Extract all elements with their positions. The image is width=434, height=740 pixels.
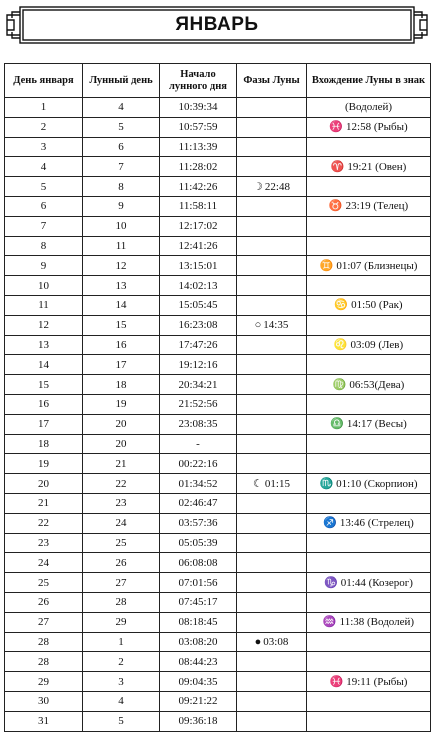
lunar-day-start-cell: 14:02:13: [160, 276, 237, 296]
table-row: [5, 414, 431, 434]
lunar-day-cell: 25: [83, 533, 160, 553]
column-header-day: День января: [5, 64, 83, 98]
lunar-day-start-cell: 11:13:39: [160, 137, 237, 157]
page-title: ЯНВАРЬ: [175, 14, 259, 35]
moon-phase-cell: [237, 672, 307, 692]
lunar-day-cell: 11: [83, 236, 160, 256]
moon-phase-time: 14:35: [263, 319, 289, 332]
lunar-day-cell: 22: [83, 474, 160, 494]
lunar-day-cell: 16: [83, 335, 160, 355]
day-cell: 27: [5, 612, 83, 632]
table-row: [5, 434, 431, 454]
table-row: [5, 98, 431, 118]
zodiac-entry-text: 12:58 (Рыбы): [346, 121, 408, 134]
table-row: [5, 493, 431, 513]
moon-phase-icon: ☾: [253, 477, 263, 490]
table-header-row: [5, 64, 431, 98]
day-cell: 10: [5, 276, 83, 296]
lunar-day-start-cell: 09:04:35: [160, 672, 237, 692]
moon-phase-cell: [237, 553, 307, 573]
lunar-day-cell: 4: [83, 691, 160, 711]
zodiac-entry-cell: [307, 592, 431, 612]
zodiac-sign-icon: ♓: [329, 121, 344, 134]
table-row: [5, 256, 431, 276]
table-row: [5, 216, 431, 236]
zodiac-entry-text: 01:10 (Скорпион): [336, 477, 418, 490]
lunar-day-cell: 13: [83, 276, 160, 296]
day-cell: 29: [5, 672, 83, 692]
zodiac-entry-cell: [307, 474, 431, 494]
table-row: [5, 157, 431, 177]
lunar-day-cell: 9: [83, 196, 160, 216]
table-row: [5, 196, 431, 216]
moon-phase-cell: [237, 177, 307, 197]
day-cell: 1: [5, 98, 83, 118]
day-cell: 21: [5, 493, 83, 513]
lunar-day-cell: 23: [83, 493, 160, 513]
zodiac-entry-cell: [307, 454, 431, 474]
lunar-day-cell: 2: [83, 652, 160, 672]
moon-phase-cell: [237, 592, 307, 612]
moon-phase-cell: [237, 295, 307, 315]
day-cell: 31: [5, 711, 83, 731]
moon-phase-cell: [237, 632, 307, 652]
zodiac-sign-icon: ♒: [322, 616, 337, 629]
table-row: [5, 672, 431, 692]
zodiac-entry-text: 11:38 (Водолей): [339, 616, 415, 629]
day-cell: 13: [5, 335, 83, 355]
lunar-day-cell: 20: [83, 414, 160, 434]
lunar-day-start-cell: 09:21:22: [160, 691, 237, 711]
moon-phase-cell: [237, 711, 307, 731]
zodiac-entry-cell: [307, 612, 431, 632]
lunar-day-cell: 15: [83, 315, 160, 335]
day-cell: 11: [5, 295, 83, 315]
zodiac-sign-icon: ♊: [319, 259, 334, 272]
lunar-day-start-cell: 19:12:16: [160, 355, 237, 375]
lunar-day-cell: 3: [83, 672, 160, 692]
day-cell: 12: [5, 315, 83, 335]
zodiac-entry-cell: [307, 137, 431, 157]
lunar-day-start-cell: -: [160, 434, 237, 454]
moon-phase-cell: [237, 454, 307, 474]
moon-phase-time: 03:08: [263, 635, 289, 648]
lunar-day-start-cell: 20:34:21: [160, 375, 237, 395]
moon-phase-icon: ☽: [253, 180, 263, 193]
table-row: [5, 592, 431, 612]
lunar-calendar-table: [4, 63, 431, 732]
zodiac-entry-text: 03:09 (Лев): [350, 338, 404, 351]
moon-phase-icon: ○: [254, 319, 262, 332]
table-row: [5, 276, 431, 296]
table-row: [5, 454, 431, 474]
table-row: [5, 691, 431, 711]
moon-phase-cell: [237, 691, 307, 711]
zodiac-entry-cell: [307, 295, 431, 315]
day-cell: 4: [5, 157, 83, 177]
day-cell: 8: [5, 236, 83, 256]
lunar-day-cell: 17: [83, 355, 160, 375]
day-cell: 5: [5, 177, 83, 197]
zodiac-entry-cell: [307, 553, 431, 573]
column-header-lunar-day: Лунный день: [83, 64, 160, 98]
zodiac-entry-text: 01:50 (Рак): [351, 299, 403, 312]
moon-phase-cell: [237, 315, 307, 335]
table-row: [5, 394, 431, 414]
day-cell: 28: [5, 652, 83, 672]
lunar-day-start-cell: 12:17:02: [160, 216, 237, 236]
zodiac-entry-cell: [307, 177, 431, 197]
lunar-day-cell: 26: [83, 553, 160, 573]
table-row: [5, 553, 431, 573]
zodiac-entry-cell: [307, 493, 431, 513]
lunar-day-start-cell: 01:34:52: [160, 474, 237, 494]
day-cell: 3: [5, 137, 83, 157]
moon-phase-cell: [237, 394, 307, 414]
moon-phase-icon: ●: [254, 635, 262, 648]
zodiac-entry-text: 13:46 (Стрелец): [339, 517, 414, 530]
lunar-day-start-cell: 02:46:47: [160, 493, 237, 513]
zodiac-sign-icon: ♍: [332, 378, 347, 391]
lunar-day-cell: 19: [83, 394, 160, 414]
lunar-day-cell: 5: [83, 117, 160, 137]
table-row: [5, 652, 431, 672]
moon-phase-cell: [237, 196, 307, 216]
lunar-day-cell: 20: [83, 434, 160, 454]
moon-phase-cell: [237, 236, 307, 256]
table-row: [5, 315, 431, 335]
zodiac-sign-icon: ♐: [323, 517, 337, 530]
zodiac-entry-cell: [307, 98, 431, 118]
day-cell: 14: [5, 355, 83, 375]
lunar-day-cell: 8: [83, 177, 160, 197]
zodiac-entry-cell: [307, 157, 431, 177]
zodiac-sign-icon: ♉: [328, 200, 343, 213]
lunar-day-start-cell: 11:28:02: [160, 157, 237, 177]
moon-phase-cell: [237, 98, 307, 118]
table-row: [5, 711, 431, 731]
lunar-day-start-cell: 03:57:36: [160, 513, 237, 533]
zodiac-entry-cell: [307, 256, 431, 276]
lunar-day-cell: 14: [83, 295, 160, 315]
zodiac-entry-cell: [307, 672, 431, 692]
lunar-day-start-cell: 09:36:18: [160, 711, 237, 731]
lunar-day-cell: 1: [83, 632, 160, 652]
lunar-day-start-cell: 23:08:35: [160, 414, 237, 434]
zodiac-entry-cell: [307, 513, 431, 533]
table-row: [5, 474, 431, 494]
zodiac-entry-text: 01:07 (Близнецы): [336, 259, 418, 272]
lunar-day-start-cell: 05:05:39: [160, 533, 237, 553]
zodiac-entry-text: 01:44 (Козерог): [340, 576, 413, 589]
moon-phase-cell: [237, 256, 307, 276]
zodiac-entry-cell: [307, 117, 431, 137]
day-cell: 24: [5, 553, 83, 573]
moon-phase-cell: [237, 612, 307, 632]
day-cell: 15: [5, 375, 83, 395]
moon-phase-time: 22:48: [264, 180, 290, 193]
moon-phase-cell: [237, 414, 307, 434]
lunar-day-cell: 29: [83, 612, 160, 632]
day-cell: 2: [5, 117, 83, 137]
day-cell: 30: [5, 691, 83, 711]
moon-phase-cell: [237, 573, 307, 593]
zodiac-entry-cell: [307, 355, 431, 375]
moon-phase-cell: [237, 216, 307, 236]
zodiac-entry-cell: [307, 573, 431, 593]
zodiac-entry-cell: [307, 434, 431, 454]
zodiac-sign-icon: ♏: [319, 477, 334, 490]
zodiac-entry-text: 14:17 (Весы): [346, 418, 407, 431]
day-cell: 7: [5, 216, 83, 236]
moon-phase-cell: [237, 355, 307, 375]
zodiac-entry-cell: [307, 414, 431, 434]
lunar-day-start-cell: 06:08:08: [160, 553, 237, 573]
moon-phase-cell: [237, 474, 307, 494]
lunar-day-start-cell: 15:05:45: [160, 295, 237, 315]
day-cell: 9: [5, 256, 83, 276]
zodiac-entry-cell: [307, 691, 431, 711]
zodiac-sign-icon: ♋: [334, 299, 349, 312]
day-cell: 16: [5, 394, 83, 414]
lunar-day-start-cell: 07:01:56: [160, 573, 237, 593]
lunar-day-cell: 21: [83, 454, 160, 474]
moon-phase-cell: [237, 375, 307, 395]
zodiac-sign-icon: ♓: [329, 675, 344, 688]
zodiac-entry-cell: [307, 652, 431, 672]
lunar-day-cell: 10: [83, 216, 160, 236]
moon-phase-time: 01:15: [264, 477, 290, 490]
zodiac-entry-cell: [307, 394, 431, 414]
lunar-day-cell: 27: [83, 573, 160, 593]
day-cell: 22: [5, 513, 83, 533]
column-header-zodiac-entry: Вхождение Луны в знак: [307, 64, 431, 98]
lunar-day-start-cell: 21:52:56: [160, 394, 237, 414]
lunar-day-start-cell: 10:39:34: [160, 98, 237, 118]
table-row: [5, 177, 431, 197]
lunar-day-cell: 12: [83, 256, 160, 276]
day-cell: 19: [5, 454, 83, 474]
day-cell: 18: [5, 434, 83, 454]
title-banner: [4, 4, 430, 46]
day-cell: 25: [5, 573, 83, 593]
lunar-day-cell: 28: [83, 592, 160, 612]
zodiac-entry-cell: [307, 533, 431, 553]
lunar-day-start-cell: 08:44:23: [160, 652, 237, 672]
lunar-day-cell: 4: [83, 98, 160, 118]
moon-phase-cell: [237, 335, 307, 355]
zodiac-entry-cell: [307, 711, 431, 731]
table-row: [5, 335, 431, 355]
lunar-day-cell: 5: [83, 711, 160, 731]
lunar-day-cell: 24: [83, 513, 160, 533]
moon-phase-cell: [237, 276, 307, 296]
table-row: [5, 533, 431, 553]
moon-phase-cell: [237, 533, 307, 553]
lunar-day-start-cell: 00:22:16: [160, 454, 237, 474]
column-header-moon-phases: Фазы Луны: [237, 64, 307, 98]
zodiac-entry-cell: [307, 236, 431, 256]
day-cell: 6: [5, 196, 83, 216]
zodiac-entry-cell: [307, 216, 431, 236]
zodiac-entry-cell: [307, 375, 431, 395]
zodiac-sign-icon: ♑: [324, 576, 338, 589]
lunar-day-start-cell: 11:58:11: [160, 196, 237, 216]
table-row: [5, 295, 431, 315]
lunar-day-start-cell: 11:42:26: [160, 177, 237, 197]
zodiac-entry-cell: [307, 196, 431, 216]
moon-phase-cell: [237, 493, 307, 513]
table-row: [5, 137, 431, 157]
zodiac-entry-cell: [307, 335, 431, 355]
day-cell: 20: [5, 474, 83, 494]
lunar-day-start-cell: 03:08:20: [160, 632, 237, 652]
lunar-day-cell: 7: [83, 157, 160, 177]
zodiac-entry-cell: [307, 276, 431, 296]
lunar-day-start-cell: 16:23:08: [160, 315, 237, 335]
day-cell: 28: [5, 632, 83, 652]
day-cell: 26: [5, 592, 83, 612]
table-row: [5, 375, 431, 395]
zodiac-entry-text: 23:19 (Телец): [345, 200, 409, 213]
lunar-day-start-cell: 08:18:45: [160, 612, 237, 632]
moon-phase-cell: [237, 652, 307, 672]
moon-phase-cell: [237, 513, 307, 533]
zodiac-sign-icon: ♈: [330, 160, 345, 173]
day-cell: 23: [5, 533, 83, 553]
moon-phase-cell: [237, 157, 307, 177]
lunar-day-start-cell: 10:57:59: [160, 117, 237, 137]
day-cell: 17: [5, 414, 83, 434]
lunar-day-start-cell: 13:15:01: [160, 256, 237, 276]
table-row: [5, 117, 431, 137]
table-row: [5, 236, 431, 256]
zodiac-entry-text: (Водолей): [344, 101, 393, 114]
zodiac-entry-text: 19:21 (Овен): [347, 160, 407, 173]
moon-phase-cell: [237, 117, 307, 137]
table-row: [5, 513, 431, 533]
moon-phase-cell: [237, 137, 307, 157]
table-row: [5, 612, 431, 632]
column-header-start: Начало лунного дня: [160, 64, 237, 98]
table-row: [5, 355, 431, 375]
lunar-day-start-cell: 17:47:26: [160, 335, 237, 355]
zodiac-entry-cell: [307, 315, 431, 335]
table-body: [5, 98, 431, 732]
zodiac-entry-cell: [307, 632, 431, 652]
lunar-day-cell: 6: [83, 137, 160, 157]
lunar-day-start-cell: 12:41:26: [160, 236, 237, 256]
zodiac-sign-icon: ♎: [330, 418, 344, 431]
zodiac-sign-icon: ♌: [333, 338, 348, 351]
table-row: [5, 632, 431, 652]
moon-phase-cell: [237, 434, 307, 454]
lunar-day-start-cell: 07:45:17: [160, 592, 237, 612]
lunar-day-cell: 18: [83, 375, 160, 395]
table-row: [5, 573, 431, 593]
zodiac-entry-text: 19:11 (Рыбы): [346, 675, 408, 688]
zodiac-entry-text: 06:53(Дева): [349, 378, 405, 391]
